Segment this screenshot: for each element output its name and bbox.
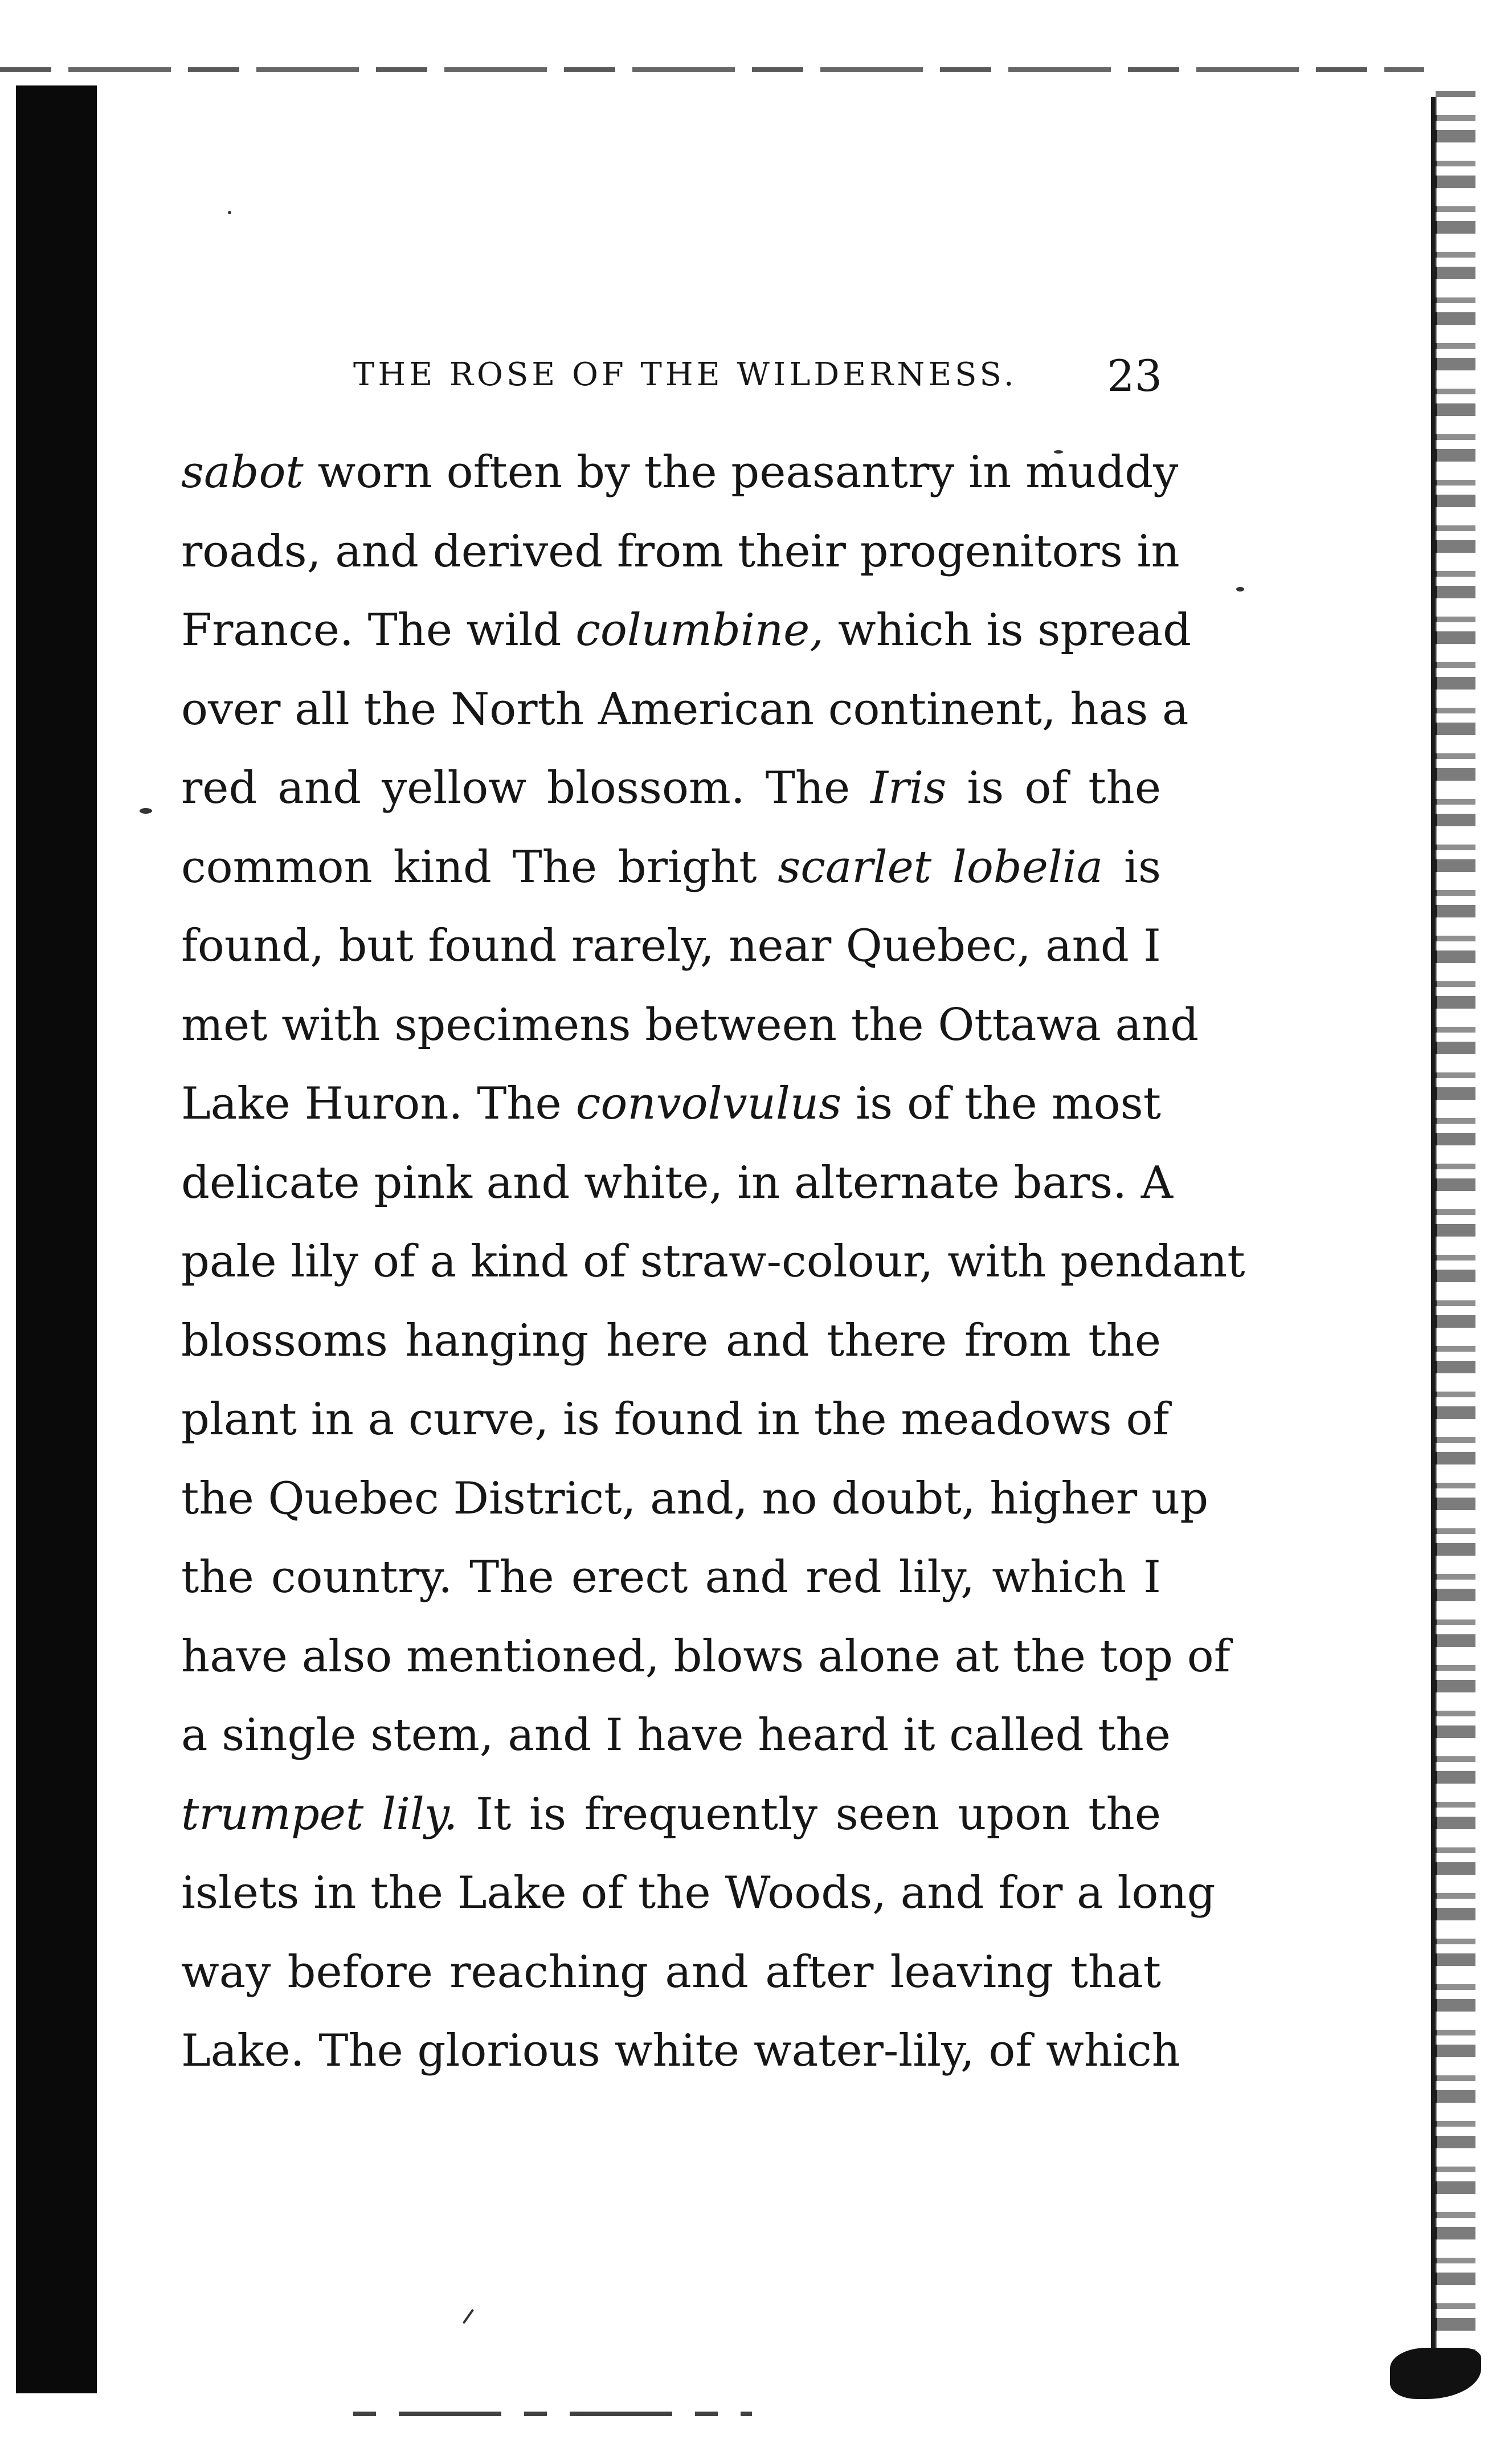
text-span: is [1103, 841, 1161, 893]
text-line [181, 907, 1161, 986]
text-line [181, 1696, 1171, 1775]
text-span: is of the most [841, 1078, 1162, 1129]
text-line [181, 512, 1180, 591]
text-line [181, 1380, 1170, 1459]
running-head [353, 350, 1162, 402]
text-span: the country. The erect and red lily, which I [181, 1552, 1161, 1603]
text-line [181, 1302, 1161, 1381]
text-span: roads, and derived from their progenitors in [181, 525, 1180, 577]
text-span: the Quebec District, and, no doubt, higher up [181, 1472, 1209, 1524]
text-span: over all the North American continent, has a [181, 683, 1189, 735]
text-line [181, 986, 1199, 1065]
text-span: have also mentioned, blows alone at the top of [181, 1630, 1231, 1682]
italic-span: sabot [181, 447, 304, 498]
scan-top-edge [0, 67, 1424, 72]
text-line [181, 1617, 1231, 1696]
text-span: islets in the Lake of the Woods, and for a long [181, 1867, 1216, 1919]
text-span: found, but found rarely, near Quebec, and I [181, 920, 1161, 972]
body-text [181, 433, 1245, 2091]
page-number: 23 [1107, 350, 1162, 401]
italic-span: trumpet lily. [181, 1788, 458, 1840]
text-span: red and yellow blossom. The [181, 762, 871, 814]
italic-span: Iris [870, 762, 947, 814]
italic-span: convolvulus [575, 1078, 842, 1129]
text-span: It is frequently seen upon the [457, 1788, 1161, 1840]
scan-speck [228, 211, 231, 214]
italic-span: scarlet lobelia [778, 841, 1103, 893]
text-span: a single stem, and I have heard it called the [181, 1710, 1171, 1761]
text-line [181, 1933, 1161, 2012]
scan-speck [140, 808, 152, 814]
scan-speck [1236, 587, 1244, 591]
text-span: way before reaching and after leaving that [181, 1946, 1161, 1998]
text-line [181, 670, 1189, 749]
text-span: Lake Huron. The [181, 1078, 576, 1129]
scan-bottom-edge [353, 2412, 752, 2416]
text-line [181, 1144, 1174, 1223]
scan-corner-blot [1390, 2348, 1481, 2399]
text-line [181, 749, 1161, 828]
text-span: worn often by the peasantry in muddy [303, 447, 1179, 498]
text-span: France. The wild [181, 605, 576, 656]
text-span: blossoms hanging here and there from the [181, 1315, 1161, 1366]
text-line [181, 1459, 1209, 1539]
text-line [181, 1064, 1161, 1144]
scan-speck [463, 2309, 474, 2324]
text-line [181, 1775, 1161, 1854]
text-line [181, 1854, 1216, 1933]
text-span: delicate pink and white, in alternate bars. A [181, 1157, 1174, 1209]
page-gutter-shadow [16, 85, 97, 2393]
page-right-edge-texture [1436, 91, 1475, 2376]
text-line [181, 1538, 1161, 1617]
text-line [181, 2012, 1180, 2091]
text-span: is of the [946, 762, 1161, 814]
text-span: which is spread [824, 605, 1192, 656]
text-line [181, 828, 1161, 907]
text-line [181, 1222, 1245, 1302]
text-line [181, 591, 1192, 670]
italic-span: columbine, [575, 605, 824, 656]
text-span: pale lily of a kind of straw-colour, with pendant [181, 1236, 1245, 1287]
text-span: common kind The bright [181, 841, 778, 893]
text-span: met with specimens between the Ottawa and [181, 999, 1199, 1051]
text-span: Lake. The glorious white water-lily, of which [181, 2025, 1180, 2077]
text-line [181, 433, 1179, 512]
text-span: plant in a curve, is found in the meadows of [181, 1394, 1170, 1445]
running-title: THE ROSE OF THE WILDERNESS. [353, 356, 1017, 393]
